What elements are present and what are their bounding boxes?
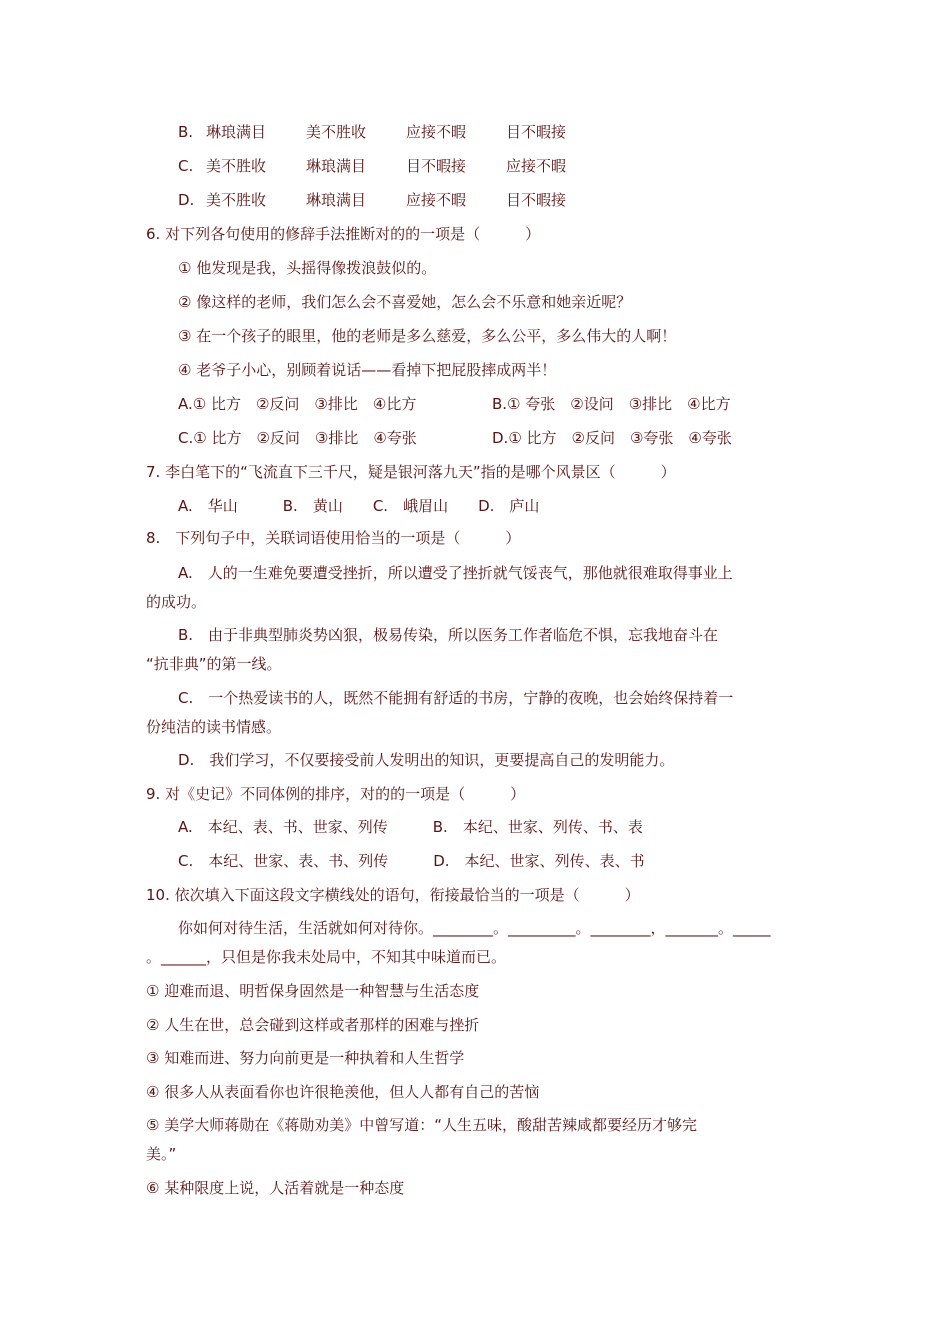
q8-option-c-line1: C. 一个热爱读书的人，既然不能拥有舒适的书房，宁静的夜晚，也会始终保持着一 xyxy=(178,689,734,707)
q6-stem: 6. 对下列各句使用的修辞手法推断对的的一项是（ ） xyxy=(146,225,541,243)
q10-item-1: ① 迎难而退、明哲保身固然是一种智慧与生活态度 xyxy=(146,982,480,1000)
q6-option-d: D.① 比方 ②反问 ③夸张 ④夸张 xyxy=(492,429,732,447)
q6-option-c: C.① 比方 ②反问 ③排比 ④夸张 xyxy=(178,429,417,447)
q8-option-a-line1: A. 人的一生难免要遭受挫折，所以遭受了挫折就气馁丧气，那他就很难取得事业上 xyxy=(178,564,733,582)
q6-option-a: A.① 比方 ②反问 ③排比 ④比方 xyxy=(178,395,417,413)
q10-item-3: ③ 知难而进、努力向前更是一种执着和人生哲学 xyxy=(146,1049,465,1067)
q8-option-d: D. 我们学习，不仅要接受前人发明出的知识，更要提高自己的发明能力。 xyxy=(178,751,675,769)
q10-item-4: ④ 很多人从表面看你也许很艳羡他，但人人都有自己的苦恼 xyxy=(146,1083,540,1101)
q10-passage-line2: 。______，只但是你我未处局中，不知其中味道而已。 xyxy=(146,948,507,966)
q9-stem: 9. 对《史记》不同体例的排序，对的的一项是（ ） xyxy=(146,785,526,803)
q6-sentence-2: ② 像这样的老师，我们怎么会不喜爱她，怎么会不乐意和她亲近呢？ xyxy=(178,293,632,311)
q8-option-b-line1: B. 由于非典型肺炎势凶狠，极易传染，所以医务工作者临危不惧，忘我地奋斗在 xyxy=(178,626,719,644)
q8-option-b-line2: “抗非典”的第一线。 xyxy=(146,655,282,673)
q8-option-c-line2: 份纯洁的读书情感。 xyxy=(146,718,282,736)
q10-item-5-line2: 美。” xyxy=(146,1145,177,1163)
q10-passage-line1: 你如何对待生活，生活就如何对待你。________。_________。________，_______。_____ xyxy=(178,919,771,937)
q7-options: A. 华山 B. 黄山 C. 峨眉山 D. 庐山 xyxy=(178,497,540,515)
q9-options-ab: A. 本纪、表、书、世家、列传 B. 本纪、世家、列传、书、表 xyxy=(178,818,643,836)
q7-stem: 7. 李白笔下的“飞流直下三千尺，疑是银河落九天”指的是哪个风景区（ ） xyxy=(146,463,676,481)
q9-options-cd: C. 本纪、世家、表、书、列传 D. 本纪、世家、列传、表、书 xyxy=(178,852,645,870)
q8-option-a-line2: 的成功。 xyxy=(146,593,207,611)
q6-sentence-1: ① 他发现是我，头摇得像拨浪鼓似的。 xyxy=(178,259,437,277)
q6-sentence-4: ④ 老爷子小心，别顾着说话——看掉下把屁股摔成两半！ xyxy=(178,361,557,379)
q5-option-b: B. 琳琅满目 美不胜收 应接不暇 目不暇接 xyxy=(178,123,567,141)
q5-option-c: C. 美不胜收 琳琅满目 目不暇接 应接不暇 xyxy=(178,157,567,175)
q10-item-2: ② 人生在世，总会碰到这样或者那样的困难与挫折 xyxy=(146,1016,480,1034)
q6-sentence-3: ③ 在一个孩子的眼里，他的老师是多么慈爱，多么公平，多么伟大的人啊！ xyxy=(178,327,677,345)
q10-stem: 10. 依次填入下面这段文字横线处的语句，衔接最恰当的一项是（ ） xyxy=(146,886,640,904)
q10-item-6: ⑥ 某种限度上说，人活着就是一种态度 xyxy=(146,1179,405,1197)
q5-option-d: D. 美不胜收 琳琅满目 应接不暇 目不暇接 xyxy=(178,191,567,209)
q8-stem: 8. 下列句子中，关联词语使用恰当的一项是（ ） xyxy=(146,529,521,547)
q6-option-b: B.① 夸张 ②设问 ③排比 ④比方 xyxy=(492,395,731,413)
q10-item-5-line1: ⑤ 美学大师蒋勋在《蒋勋劝美》中曾写道：“人生五味，酸甜苦辣咸都要经历才够完 xyxy=(146,1116,697,1134)
